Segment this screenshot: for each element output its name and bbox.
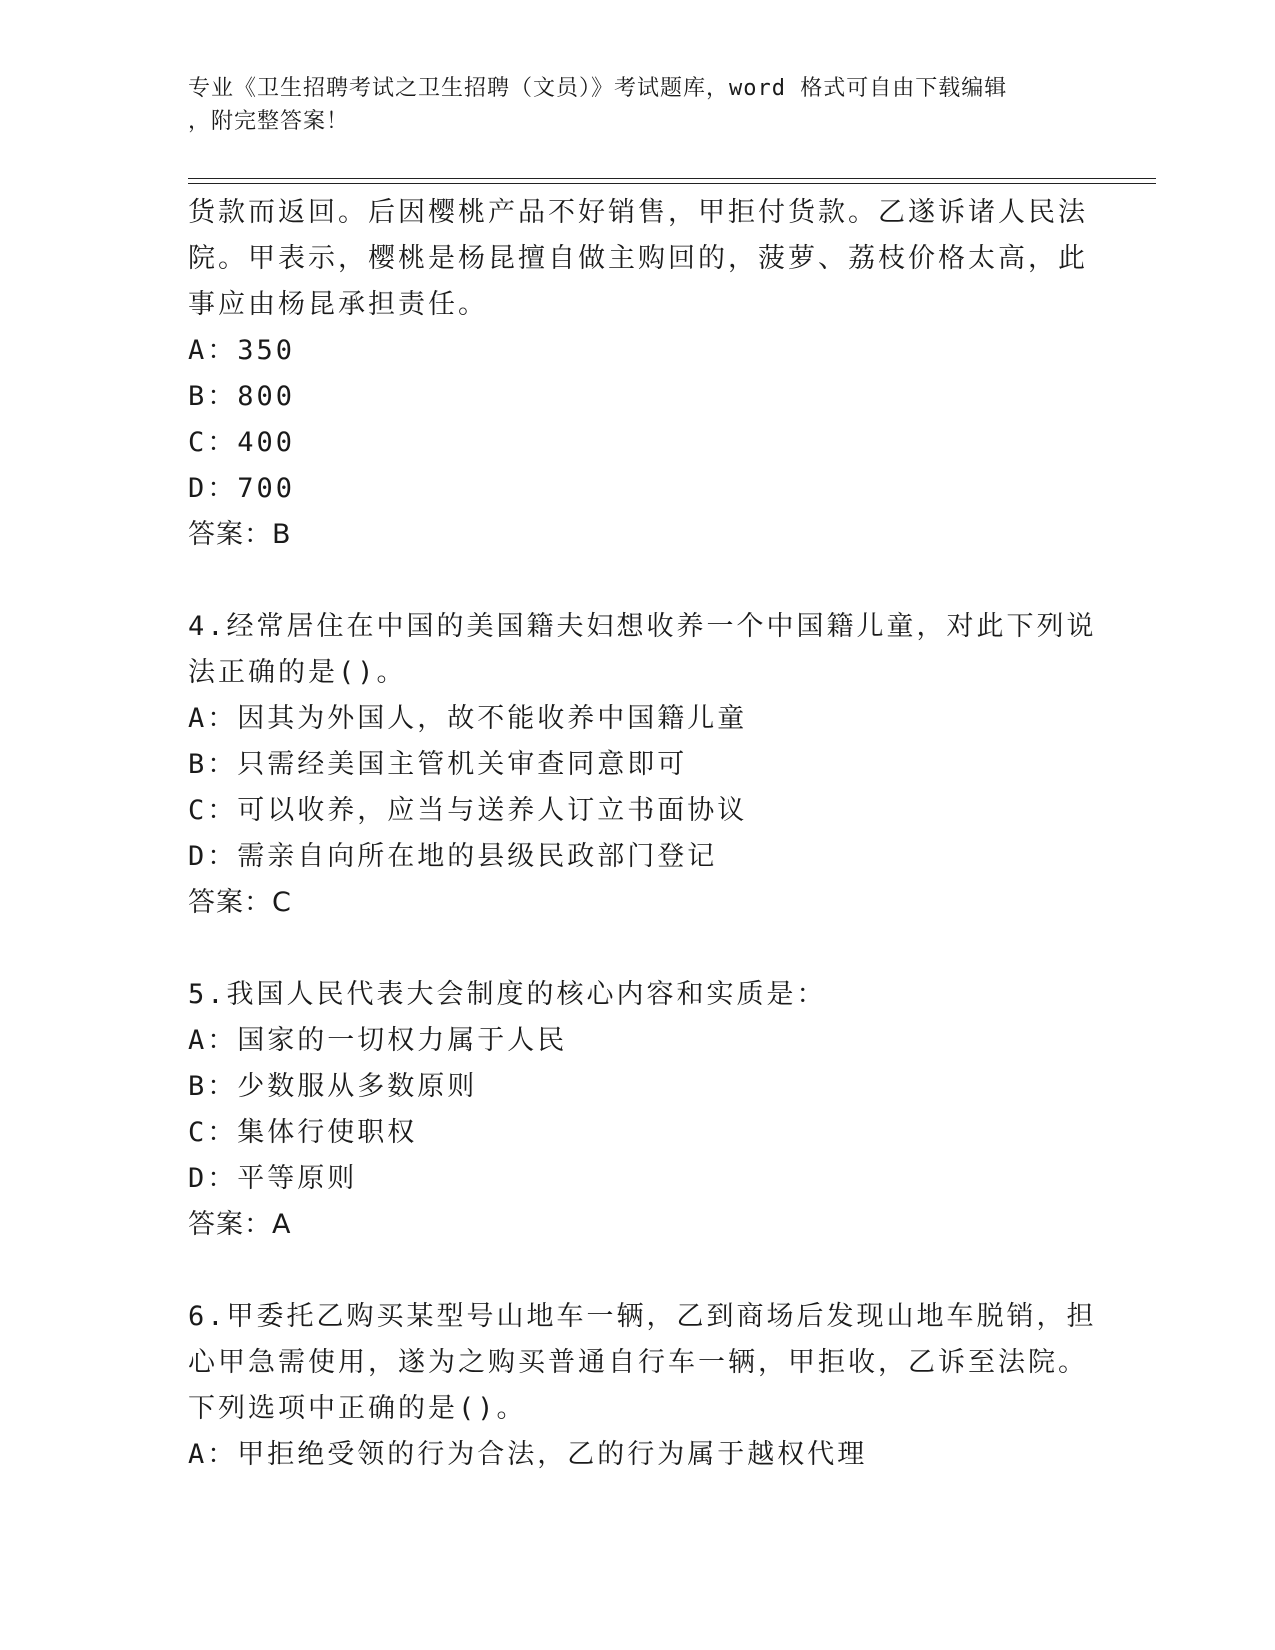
document-body (188, 190, 1097, 1478)
answer-line: 答案：C (188, 887, 292, 918)
answer-line: 答案：A (188, 1209, 292, 1240)
header-rule-top (188, 178, 1156, 179)
question-6 (188, 1294, 1097, 1478)
option-a: A：国家的一切权力属于人民 (188, 1025, 568, 1056)
question-text-line: 6.甲委托乙购买某型号山地车一辆，乙到商场后发现山地车脱销，担 (188, 1301, 1097, 1332)
option-c: C：400 (188, 427, 296, 458)
document-header (188, 72, 1088, 138)
question-text-line: 货款而返回。后因樱桃产品不好销售，甲拒付货款。乙遂诉诸人民法 (188, 197, 1088, 228)
question-text-line: 下列选项中正确的是()。 (188, 1393, 527, 1424)
question-text-line: 4.经常居住在中国的美国籍夫妇想收养一个中国籍儿童，对此下列说 (188, 611, 1097, 642)
question-5 (188, 972, 1088, 1248)
question-text-line: 心甲急需使用，遂为之购买普通自行车一辆，甲拒收，乙诉至法院。 (188, 1347, 1088, 1378)
option-d: D：700 (188, 473, 296, 504)
option-a: A：甲拒绝受领的行为合法，乙的行为属于越权代理 (188, 1439, 868, 1470)
question-text-line: 法正确的是()。 (188, 657, 407, 688)
question-3-continued (188, 190, 1088, 558)
option-d: D：平等原则 (188, 1163, 358, 1194)
question-4 (188, 604, 1097, 926)
option-c: C：可以收养，应当与送养人订立书面协议 (188, 795, 748, 826)
header-line-2: ，附完整答案！ (188, 109, 350, 134)
option-b: B：800 (188, 381, 296, 412)
header-rule-bottom (188, 183, 1156, 184)
option-b: B：少数服从多数原则 (188, 1071, 478, 1102)
option-a: A：350 (188, 335, 296, 366)
header-line-1: 专业《卫生招聘考试之卫生招聘（文员）》考试题库，word 格式可自由下载编辑 (188, 76, 1008, 101)
answer-line: 答案：B (188, 519, 292, 550)
option-b: B：只需经美国主管机关审查同意即可 (188, 749, 688, 780)
option-d: D：需亲自向所在地的县级民政部门登记 (188, 841, 718, 872)
question-text-line: 院。甲表示，樱桃是杨昆擅自做主购回的，菠萝、荔枝价格太高，此 (188, 243, 1088, 274)
option-a: A：因其为外国人，故不能收养中国籍儿童 (188, 703, 748, 734)
option-c: C：集体行使职权 (188, 1117, 418, 1148)
question-text-line: 5.我国人民代表大会制度的核心内容和实质是： (188, 979, 827, 1010)
question-text-line: 事应由杨昆承担责任。 (188, 289, 488, 320)
